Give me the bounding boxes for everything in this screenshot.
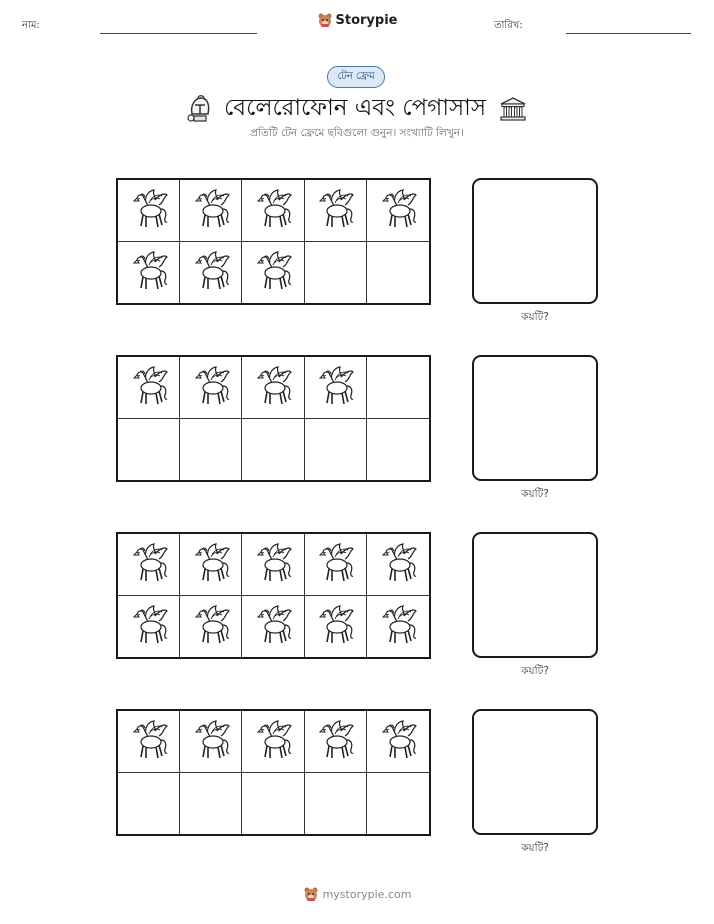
ten-frame (116, 709, 431, 836)
ten-frame-cell (242, 242, 304, 304)
instructions: প্রতিটি টেন ফ্রেমে ছবিগুলো গুনুন। সংখ্যাটি লিখুন। (250, 127, 464, 139)
pegasus-icon (315, 719, 355, 763)
ten-frame-cell (242, 534, 304, 596)
pegasus-icon (253, 365, 293, 409)
pegasus-icon (129, 250, 169, 294)
answer-box[interactable] (472, 178, 598, 304)
pegasus-icon (191, 250, 231, 294)
ten-frame-cell (305, 534, 367, 596)
ten-frame-cell (118, 773, 180, 835)
pegasus-icon (191, 365, 231, 409)
ten-frame-cell (180, 419, 242, 481)
ten-frame-cell (367, 357, 429, 419)
how-many-label: কয়টি? (521, 842, 549, 854)
ten-frame-cell (180, 773, 242, 835)
pegasus-icon (315, 604, 355, 648)
ten-frame-cell (180, 180, 242, 242)
pegasus-icon (315, 365, 355, 409)
ten-frame-cell (305, 773, 367, 835)
ten-frame-cell (305, 242, 367, 304)
ten-frame-cell (367, 773, 429, 835)
ten-frame (116, 178, 431, 305)
brand-name: Storypie (335, 12, 398, 28)
ten-frame-cell (305, 596, 367, 658)
pegasus-icon (315, 542, 355, 586)
page-title: বেলেরোফোন এবং পেগাসাস (223, 95, 487, 121)
ten-frame-cell (118, 596, 180, 658)
ten-frame-cell (118, 242, 180, 304)
name-label: নাম: (22, 20, 40, 31)
how-many-label: কয়টি? (521, 311, 549, 323)
ten-frame-cell (367, 180, 429, 242)
answer-box[interactable] (472, 709, 598, 835)
ten-frame-cell (242, 773, 304, 835)
pegasus-icon (191, 542, 231, 586)
temple-icon (498, 96, 528, 122)
ten-frame-cell (242, 419, 304, 481)
pegasus-icon (191, 188, 231, 232)
pegasus-icon (253, 604, 293, 648)
ten-frame-cell (305, 180, 367, 242)
date-label: তারিখ: (494, 20, 523, 31)
ten-frame-cell (367, 419, 429, 481)
pegasus-icon (129, 604, 169, 648)
footer (0, 886, 714, 905)
pegasus-icon (253, 250, 293, 294)
ten-frame-cell (305, 711, 367, 773)
bear-mascot-icon (303, 886, 319, 902)
name-line[interactable] (100, 33, 257, 34)
answer-box[interactable] (472, 532, 598, 658)
ten-frame-cell (367, 534, 429, 596)
pegasus-icon (378, 604, 418, 648)
pegasus-icon (253, 188, 293, 232)
ten-frame-tag: টেন ফ্রেম (327, 66, 385, 88)
answer-box[interactable] (472, 355, 598, 481)
pegasus-icon (129, 719, 169, 763)
ten-frame-cell (242, 596, 304, 658)
ten-frame-cell (118, 419, 180, 481)
pegasus-icon (378, 542, 418, 586)
title-row (0, 89, 714, 130)
date-line[interactable] (566, 33, 691, 34)
pegasus-icon (253, 542, 293, 586)
pegasus-icon (315, 188, 355, 232)
ten-frame-cell (367, 242, 429, 304)
pegasus-icon (378, 188, 418, 232)
helmet-icon (186, 94, 212, 124)
ten-frame-cell (367, 596, 429, 658)
pegasus-icon (129, 188, 169, 232)
pegasus-icon (253, 719, 293, 763)
pegasus-icon (191, 719, 231, 763)
ten-frame-cell (118, 357, 180, 419)
ten-frame (116, 532, 431, 659)
ten-frame-cell (118, 534, 180, 596)
ten-frame-cell (305, 357, 367, 419)
pegasus-icon (378, 719, 418, 763)
ten-frame-cell (305, 419, 367, 481)
pegasus-icon (129, 365, 169, 409)
ten-frame-cell (180, 242, 242, 304)
pegasus-icon (129, 542, 169, 586)
how-many-label: কয়টি? (521, 665, 549, 677)
brand-logo (0, 12, 714, 32)
pegasus-icon (191, 604, 231, 648)
ten-frame-cell (118, 711, 180, 773)
ten-frame (116, 355, 431, 482)
footer-url[interactable]: mystorypie.com (322, 887, 412, 901)
ten-frame-cell (180, 534, 242, 596)
ten-frame-cell (180, 357, 242, 419)
how-many-label: কয়টি? (521, 488, 549, 500)
ten-frame-cell (242, 180, 304, 242)
ten-frame-cell (118, 180, 180, 242)
ten-frame-cell (180, 596, 242, 658)
ten-frame-cell (367, 711, 429, 773)
ten-frame-cell (242, 711, 304, 773)
ten-frame-cell (180, 711, 242, 773)
ten-frame-cell (242, 357, 304, 419)
bear-mascot-icon (317, 12, 333, 28)
